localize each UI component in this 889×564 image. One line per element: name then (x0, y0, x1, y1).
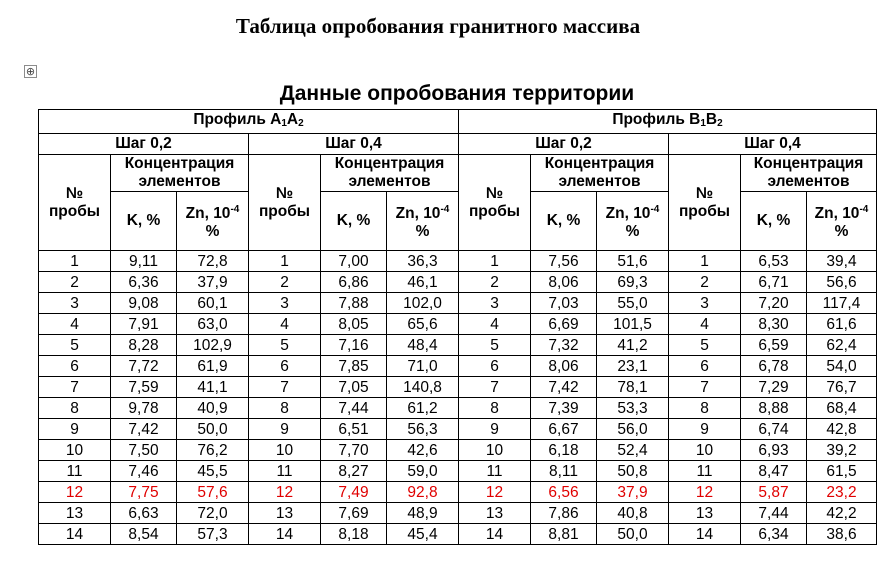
sample-number-cell: 3 (669, 293, 741, 314)
zn-value-cell: 52,4 (597, 440, 669, 461)
k-value-cell: 6,78 (741, 356, 807, 377)
table-row (39, 314, 877, 335)
zn-value-cell: 45,5 (177, 461, 249, 482)
k-percent-header: K, % (321, 192, 387, 251)
zn-value-cell: 36,3 (387, 251, 459, 272)
sample-number-cell: 11 (459, 461, 531, 482)
zn-value-cell: 50,0 (597, 524, 669, 545)
sample-number-cell: 3 (249, 293, 321, 314)
table-row (39, 251, 877, 272)
sample-number-header: № пробы (39, 155, 111, 251)
k-value-cell: 7,85 (321, 356, 387, 377)
k-value-cell: 7,42 (111, 419, 177, 440)
sample-number-cell: 1 (669, 251, 741, 272)
table-row (39, 272, 877, 293)
sample-number-cell: 4 (669, 314, 741, 335)
table-row (39, 503, 877, 524)
concentration-header: Концентрация элементов (321, 155, 459, 192)
sample-number-cell: 7 (669, 377, 741, 398)
zn-value-cell: 117,4 (807, 293, 877, 314)
k-value-cell: 7,72 (111, 356, 177, 377)
zn-value-cell: 56,0 (597, 419, 669, 440)
profile-header-a: Профиль $A_1A_2$ (39, 110, 459, 134)
zn-value-cell: 55,0 (597, 293, 669, 314)
zn-value-cell: 63,0 (177, 314, 249, 335)
k-value-cell: 6,59 (741, 335, 807, 356)
zn-value-cell: 72,0 (177, 503, 249, 524)
zn-value-cell: 61,9 (177, 356, 249, 377)
sample-number-cell: 1 (459, 251, 531, 272)
k-value-cell: 7,39 (531, 398, 597, 419)
zn-value-cell: 48,4 (387, 335, 459, 356)
zn-header: Zn, $10^{-4}$ % (807, 192, 877, 251)
zn-value-cell: 92,8 (387, 482, 459, 503)
table-row (39, 335, 877, 356)
sample-number-cell: 11 (249, 461, 321, 482)
k-value-cell: 7,86 (531, 503, 597, 524)
k-value-cell: 6,36 (111, 272, 177, 293)
k-value-cell: 7,44 (321, 398, 387, 419)
k-value-cell: 7,59 (111, 377, 177, 398)
sample-number-cell: 14 (249, 524, 321, 545)
sample-number-cell: 2 (39, 272, 111, 293)
k-value-cell: 6,71 (741, 272, 807, 293)
table-move-handle-icon[interactable]: ⊕ (25, 65, 36, 78)
sample-number-header: № пробы (669, 155, 741, 251)
document-title: Таблица опробования гранитного массива (235, 14, 641, 38)
k-value-cell: 7,50 (111, 440, 177, 461)
sample-number-cell: 4 (459, 314, 531, 335)
sample-number-header: № пробы (459, 155, 531, 251)
sample-number-cell: 9 (459, 419, 531, 440)
table-row (39, 377, 877, 398)
sample-number-cell: 12 (39, 482, 111, 503)
k-value-cell: 6,74 (741, 419, 807, 440)
k-value-cell: 7,16 (321, 335, 387, 356)
sample-number-cell: 9 (249, 419, 321, 440)
k-value-cell: 7,91 (111, 314, 177, 335)
zn-value-cell: 76,2 (177, 440, 249, 461)
sample-number-header: № пробы (249, 155, 321, 251)
zn-value-cell: 61,5 (807, 461, 877, 482)
k-value-cell: 7,70 (321, 440, 387, 461)
k-value-cell: 8,28 (111, 335, 177, 356)
k-value-cell: 7,32 (531, 335, 597, 356)
sample-number-cell: 8 (459, 398, 531, 419)
zn-value-cell: 39,2 (807, 440, 877, 461)
sample-number-cell: 7 (39, 377, 111, 398)
k-value-cell: 6,69 (531, 314, 597, 335)
sample-number-cell: 5 (39, 335, 111, 356)
zn-value-cell: 37,9 (597, 482, 669, 503)
zn-value-cell: 23,2 (807, 482, 877, 503)
sample-number-cell: 13 (249, 503, 321, 524)
zn-value-cell: 38,6 (807, 524, 877, 545)
zn-header: Zn, $10^{-4}$ % (597, 192, 669, 251)
sample-number-cell: 6 (669, 356, 741, 377)
sample-number-cell: 11 (669, 461, 741, 482)
sample-number-cell: 10 (249, 440, 321, 461)
zn-header: Zn, $10^{-4}$ % (177, 192, 249, 251)
zn-value-cell: 61,6 (807, 314, 877, 335)
k-value-cell: 6,56 (531, 482, 597, 503)
step-header: Шаг 0,2 (39, 134, 249, 155)
table-title: Данные опробования территории (279, 82, 635, 105)
zn-value-cell: 40,9 (177, 398, 249, 419)
sample-number-cell: 10 (669, 440, 741, 461)
k-value-cell: 7,00 (321, 251, 387, 272)
sample-number-cell: 14 (669, 524, 741, 545)
sample-number-cell: 12 (249, 482, 321, 503)
sample-number-cell: 8 (249, 398, 321, 419)
k-value-cell: 8,47 (741, 461, 807, 482)
table-row (39, 419, 877, 440)
zn-value-cell: 68,4 (807, 398, 877, 419)
sample-number-cell: 8 (669, 398, 741, 419)
zn-value-cell: 57,3 (177, 524, 249, 545)
k-value-cell: 7,88 (321, 293, 387, 314)
k-value-cell: 7,20 (741, 293, 807, 314)
zn-value-cell: 72,8 (177, 251, 249, 272)
step-header: Шаг 0,2 (459, 134, 669, 155)
zn-value-cell: 101,5 (597, 314, 669, 335)
zn-value-cell: 37,9 (177, 272, 249, 293)
k-value-cell: 8,06 (531, 356, 597, 377)
k-value-cell: 7,69 (321, 503, 387, 524)
k-value-cell: 9,11 (111, 251, 177, 272)
sample-number-cell: 2 (249, 272, 321, 293)
table-row (39, 482, 877, 503)
concentration-header: Концентрация элементов (531, 155, 669, 192)
zn-value-cell: 62,4 (807, 335, 877, 356)
k-value-cell: 7,42 (531, 377, 597, 398)
k-value-cell: 5,87 (741, 482, 807, 503)
table-row (39, 440, 877, 461)
zn-value-cell: 39,4 (807, 251, 877, 272)
zn-value-cell: 54,0 (807, 356, 877, 377)
k-value-cell: 7,05 (321, 377, 387, 398)
sample-number-cell: 13 (39, 503, 111, 524)
table-row (39, 461, 877, 482)
k-value-cell: 6,63 (111, 503, 177, 524)
k-percent-header: K, % (531, 192, 597, 251)
k-percent-header: K, % (111, 192, 177, 251)
concentration-header: Концентрация элементов (111, 155, 249, 192)
sample-number-cell: 14 (459, 524, 531, 545)
k-value-cell: 6,86 (321, 272, 387, 293)
sample-number-cell: 6 (249, 356, 321, 377)
table-row (39, 524, 877, 545)
k-value-cell: 6,51 (321, 419, 387, 440)
zn-value-cell: 61,2 (387, 398, 459, 419)
sample-number-cell: 1 (39, 251, 111, 272)
zn-value-cell: 56,3 (387, 419, 459, 440)
k-value-cell: 8,81 (531, 524, 597, 545)
table-row (39, 398, 877, 419)
table-row (39, 293, 877, 314)
sample-number-cell: 7 (249, 377, 321, 398)
zn-value-cell: 42,2 (807, 503, 877, 524)
sample-number-cell: 13 (669, 503, 741, 524)
sample-number-cell: 9 (669, 419, 741, 440)
zn-value-cell: 53,3 (597, 398, 669, 419)
k-value-cell: 8,18 (321, 524, 387, 545)
k-value-cell: 6,18 (531, 440, 597, 461)
zn-value-cell: 51,6 (597, 251, 669, 272)
table-row (39, 356, 877, 377)
zn-value-cell: 140,8 (387, 377, 459, 398)
zn-value-cell: 50,0 (177, 419, 249, 440)
concentration-header: Концентрация элементов (741, 155, 877, 192)
k-value-cell: 6,93 (741, 440, 807, 461)
sample-number-cell: 11 (39, 461, 111, 482)
zn-value-cell: 78,1 (597, 377, 669, 398)
profile-header-b: Профиль $B_1B_2$ (459, 110, 877, 134)
zn-value-cell: 42,8 (807, 419, 877, 440)
zn-value-cell: 41,1 (177, 377, 249, 398)
step-header: Шаг 0,4 (669, 134, 877, 155)
k-value-cell: 6,67 (531, 419, 597, 440)
sample-number-cell: 2 (459, 272, 531, 293)
k-value-cell: 7,44 (741, 503, 807, 524)
sample-number-cell: 5 (459, 335, 531, 356)
k-percent-header: K, % (741, 192, 807, 251)
k-value-cell: 7,75 (111, 482, 177, 503)
k-value-cell: 7,03 (531, 293, 597, 314)
zn-value-cell: 50,8 (597, 461, 669, 482)
sample-number-cell: 4 (249, 314, 321, 335)
zn-value-cell: 23,1 (597, 356, 669, 377)
sample-number-cell: 3 (39, 293, 111, 314)
zn-value-cell: 102,9 (177, 335, 249, 356)
k-value-cell: 7,56 (531, 251, 597, 272)
zn-value-cell: 76,7 (807, 377, 877, 398)
k-value-cell: 6,34 (741, 524, 807, 545)
sample-number-cell: 14 (39, 524, 111, 545)
zn-value-cell: 102,0 (387, 293, 459, 314)
sample-number-cell: 12 (669, 482, 741, 503)
zn-value-cell: 48,9 (387, 503, 459, 524)
zn-value-cell: 59,0 (387, 461, 459, 482)
table-body (39, 251, 877, 545)
k-value-cell: 7,46 (111, 461, 177, 482)
zn-value-cell: 65,6 (387, 314, 459, 335)
k-value-cell: 7,29 (741, 377, 807, 398)
sample-number-cell: 10 (459, 440, 531, 461)
k-value-cell: 8,54 (111, 524, 177, 545)
k-value-cell: 8,30 (741, 314, 807, 335)
k-value-cell: 9,78 (111, 398, 177, 419)
zn-value-cell: 56,6 (807, 272, 877, 293)
sample-number-cell: 4 (39, 314, 111, 335)
zn-value-cell: 41,2 (597, 335, 669, 356)
k-value-cell: 8,05 (321, 314, 387, 335)
sample-number-cell: 3 (459, 293, 531, 314)
k-value-cell: 8,88 (741, 398, 807, 419)
zn-value-cell: 57,6 (177, 482, 249, 503)
zn-value-cell: 71,0 (387, 356, 459, 377)
step-header: Шаг 0,4 (249, 134, 459, 155)
sample-number-cell: 5 (669, 335, 741, 356)
sample-number-cell: 7 (459, 377, 531, 398)
sample-number-cell: 1 (249, 251, 321, 272)
k-value-cell: 7,49 (321, 482, 387, 503)
zn-value-cell: 45,4 (387, 524, 459, 545)
k-value-cell: 8,27 (321, 461, 387, 482)
k-value-cell: 9,08 (111, 293, 177, 314)
k-value-cell: 6,53 (741, 251, 807, 272)
sample-number-cell: 10 (39, 440, 111, 461)
k-value-cell: 8,11 (531, 461, 597, 482)
sample-number-cell: 2 (669, 272, 741, 293)
sample-number-cell: 12 (459, 482, 531, 503)
sample-number-cell: 5 (249, 335, 321, 356)
k-value-cell: 8,06 (531, 272, 597, 293)
sample-number-cell: 8 (39, 398, 111, 419)
sample-number-cell: 13 (459, 503, 531, 524)
sample-number-cell: 6 (459, 356, 531, 377)
zn-value-cell: 46,1 (387, 272, 459, 293)
sample-number-cell: 9 (39, 419, 111, 440)
sampling-table (38, 109, 877, 545)
zn-value-cell: 42,6 (387, 440, 459, 461)
zn-value-cell: 40,8 (597, 503, 669, 524)
zn-value-cell: 60,1 (177, 293, 249, 314)
zn-value-cell: 69,3 (597, 272, 669, 293)
sample-number-cell: 6 (39, 356, 111, 377)
zn-header: Zn, $10^{-4}$ % (387, 192, 459, 251)
